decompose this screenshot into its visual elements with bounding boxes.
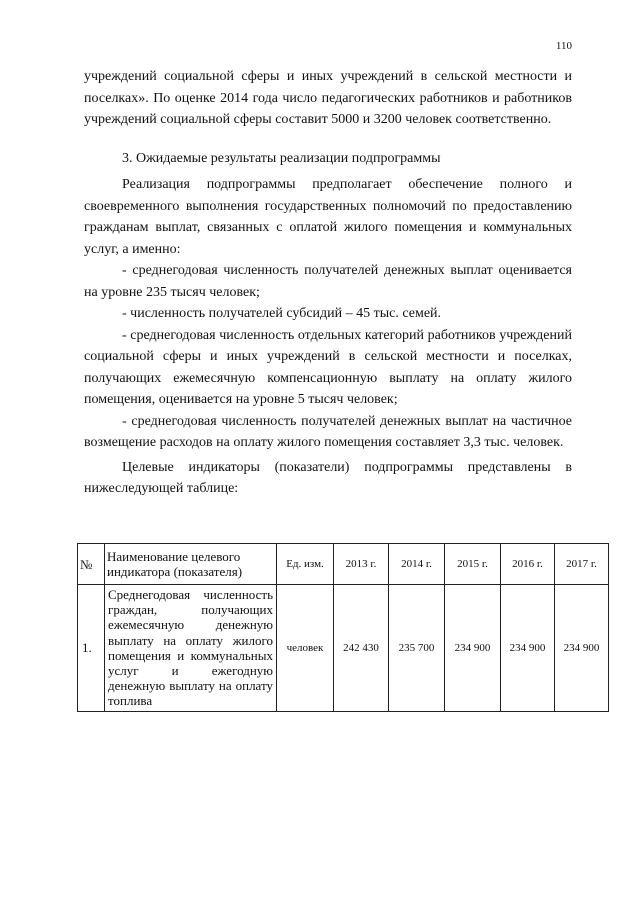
header-year-2016: 2016 г. — [501, 544, 555, 585]
header-number: № — [78, 544, 105, 585]
row-value-2014: 235 700 — [389, 585, 445, 712]
header-year-2013: 2013 г. — [334, 544, 389, 585]
header-indicator-name: Наименование целевого индикатора (показателя) — [105, 544, 277, 585]
table-header-row — [78, 544, 609, 585]
header-unit: Ед. изм. — [277, 544, 334, 585]
bullet-item: - среднегодовая численность получателей денежных выплат оценивается на уровне 235 тысяч человек; — [84, 263, 572, 300]
row-indicator-name: Среднегодовая численность граждан, получающих ежемесячную денежную выплату на оплату жилого помещения и коммунальных услуг и ежегодную денежную выплату на оплату топлива — [105, 585, 277, 712]
row-value-2015: 234 900 — [445, 585, 501, 712]
document-body — [84, 66, 572, 500]
row-value-2016: 234 900 — [501, 585, 555, 712]
row-number: 1. — [78, 585, 105, 712]
header-year-2014: 2014 г. — [389, 544, 445, 585]
bullet-item: - среднегодовая численность получателей денежных выплат на частичное возмещение расходов на оплату жилого помещения составляет 3,3 тыс. человек. — [84, 413, 572, 450]
header-year-2017: 2017 г. — [555, 544, 609, 585]
indicators-table — [77, 543, 609, 712]
bullet-item: - численность получателей субсидий – 45 тыс. семей. — [122, 306, 442, 321]
page-number: 110 — [555, 40, 572, 52]
row-value-2017: 234 900 — [555, 585, 609, 712]
row-unit: человек — [277, 585, 334, 712]
paragraph-indicators: Целевые индикаторы (показатели) подпрограммы представлены в нижеследующей таблице: — [84, 459, 572, 496]
row-value-2013: 242 430 — [334, 585, 389, 712]
header-year-2015: 2015 г. — [445, 544, 501, 585]
bullet-item: - среднегодовая численность отдельных категорий работников учреждений социальной сферы и иных учреждений в сельской местности и поселках, получающих ежемесячную компенсационную выплату на оплату жилого помещения, оценивается на уровне 5 тысяч человек; — [84, 327, 572, 407]
indicators-table-wrap — [77, 543, 608, 712]
section-heading: 3. Ожидаемые результаты реализации подпрограммы — [122, 150, 441, 166]
paragraph-intro: учреждений социальной сферы и иных учреждений в сельской местности и поселках». По оценке 2014 года число педагогических работников и работников учреждений социальной сферы составит 5000 и 3200 человек соответственно. — [84, 69, 572, 127]
paragraph-implementation: Реализация подпрограммы предполагает обеспечение полного и своевременного выполнения государственных полномочий по предоставлению гражданам выплат, связанных с оплатой жилого помещения и коммунальных услуг, а именно: — [84, 177, 572, 257]
table-row — [78, 585, 609, 712]
